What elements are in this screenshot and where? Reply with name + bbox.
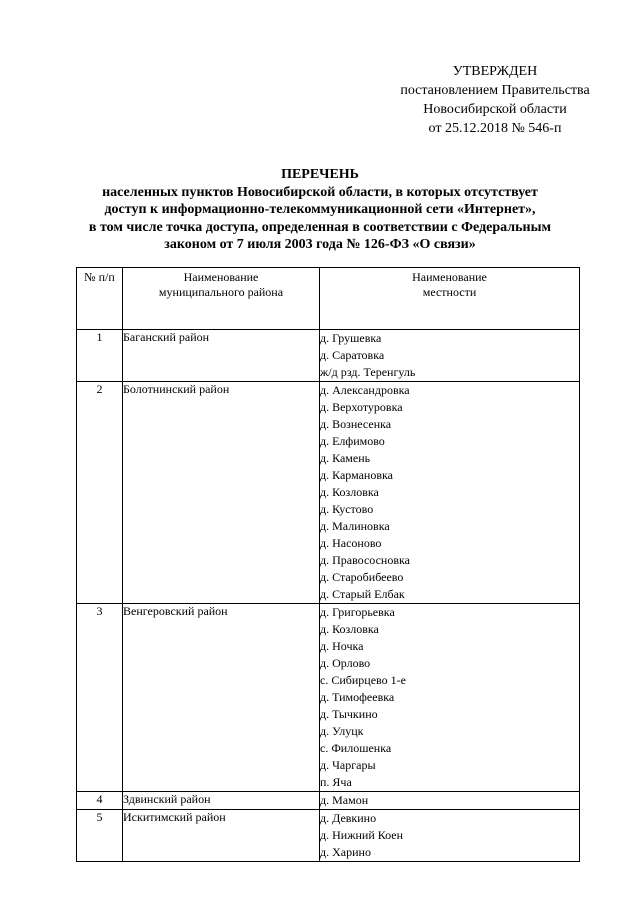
header-places (320, 268, 580, 330)
place-name: д. Грушевка (320, 331, 382, 345)
district-name: Здвинский район (123, 792, 320, 810)
place-name: д. Нижний Коен (320, 828, 404, 842)
place-name: с. Филошенка (320, 741, 392, 755)
district-name: Болотнинский район (123, 382, 320, 604)
place-name: д. Тимофеевка (320, 690, 395, 704)
place-name: д. Чаргары (320, 758, 376, 772)
header-district (123, 268, 320, 330)
title-line-5: законом от 7 июля 2003 года № 126-ФЗ «О связи» (164, 237, 476, 252)
header-num-text: № п/п (84, 270, 115, 284)
district-name: Баганский район (123, 330, 320, 382)
district-name: Искитимский район (123, 810, 320, 862)
places-cell (320, 382, 580, 604)
table-row (77, 330, 580, 382)
place-name: д. Ночка (320, 639, 364, 653)
table-row (77, 604, 580, 792)
table-header-row (77, 268, 580, 330)
place-name: д. Тычкино (320, 707, 378, 721)
table-body (77, 330, 580, 862)
row-number: 5 (77, 810, 123, 862)
table-row (77, 382, 580, 604)
row-number: 2 (77, 382, 123, 604)
row-number: 4 (77, 792, 123, 810)
place-name: д. Кармановка (320, 468, 393, 482)
places-cell (320, 792, 580, 810)
header-num (77, 268, 123, 330)
place-name: д. Харино (320, 845, 371, 859)
places-cell (320, 810, 580, 862)
place-name: д. Правососновка (320, 553, 410, 567)
places-cell (320, 330, 580, 382)
place-name: д. Саратовка (320, 348, 385, 362)
header-places-line-1: Наименование (412, 270, 487, 284)
title-line-4: в том числе точка доступа, определенная в соответствии с Федеральным (88, 219, 552, 235)
approval-line-2: постановлением Правительства (400, 83, 590, 98)
document-title (40, 166, 600, 254)
place-name: д. Малиновка (320, 519, 390, 533)
place-name: д. Козловка (320, 622, 379, 636)
place-name: д. Камень (320, 451, 371, 465)
title-line-2: населенных пунктов Новосибирской области, в которых отсутствует (102, 184, 538, 200)
place-name: д. Кустово (320, 502, 374, 516)
table-row (77, 810, 580, 862)
place-name: ж/д рзд. Теренгуль (320, 365, 416, 379)
place-name: д. Девкино (320, 811, 377, 825)
place-name: д. Улуцк (320, 724, 364, 738)
approval-line-1: УТВЕРЖДЕН (452, 64, 538, 79)
place-name: д. Григорьевка (320, 605, 395, 619)
place-name: д. Старый Елбак (320, 587, 405, 601)
place-name: д. Александровка (320, 383, 410, 397)
place-name: д. Орлово (320, 656, 371, 670)
place-name: с. Сибирцево 1-е (320, 673, 406, 687)
place-name: д. Насоново (320, 536, 382, 550)
row-number: 3 (77, 604, 123, 792)
approval-line-4: от 25.12.2018 № 546-п (428, 121, 562, 136)
place-name: п. Яча (320, 775, 352, 789)
settlements-table (76, 267, 580, 862)
table-row (77, 792, 580, 810)
header-district-line-2: муниципального района (158, 285, 284, 299)
place-name: д. Вознесенка (320, 417, 392, 431)
row-number: 1 (77, 330, 123, 382)
approval-line-3: Новосибирской области (423, 102, 567, 117)
title-line-3: доступ к информационно-телекоммуникационной сети «Интернет», (104, 202, 536, 217)
title-line-1: ПЕРЕЧЕНЬ (281, 167, 359, 182)
place-name: д. Верхотуровка (320, 400, 403, 414)
district-name: Венгеровский район (123, 604, 320, 792)
header-district-line-1: Наименование (183, 270, 259, 284)
place-name: д. Козловка (320, 485, 379, 499)
place-name: д. Старобибеево (320, 570, 404, 584)
places-cell (320, 604, 580, 792)
place-name: д. Елфимово (320, 434, 385, 448)
place-name: д. Мамон (320, 793, 369, 807)
header-places-line-2: местности (422, 285, 477, 299)
approval-stamp (380, 62, 610, 138)
